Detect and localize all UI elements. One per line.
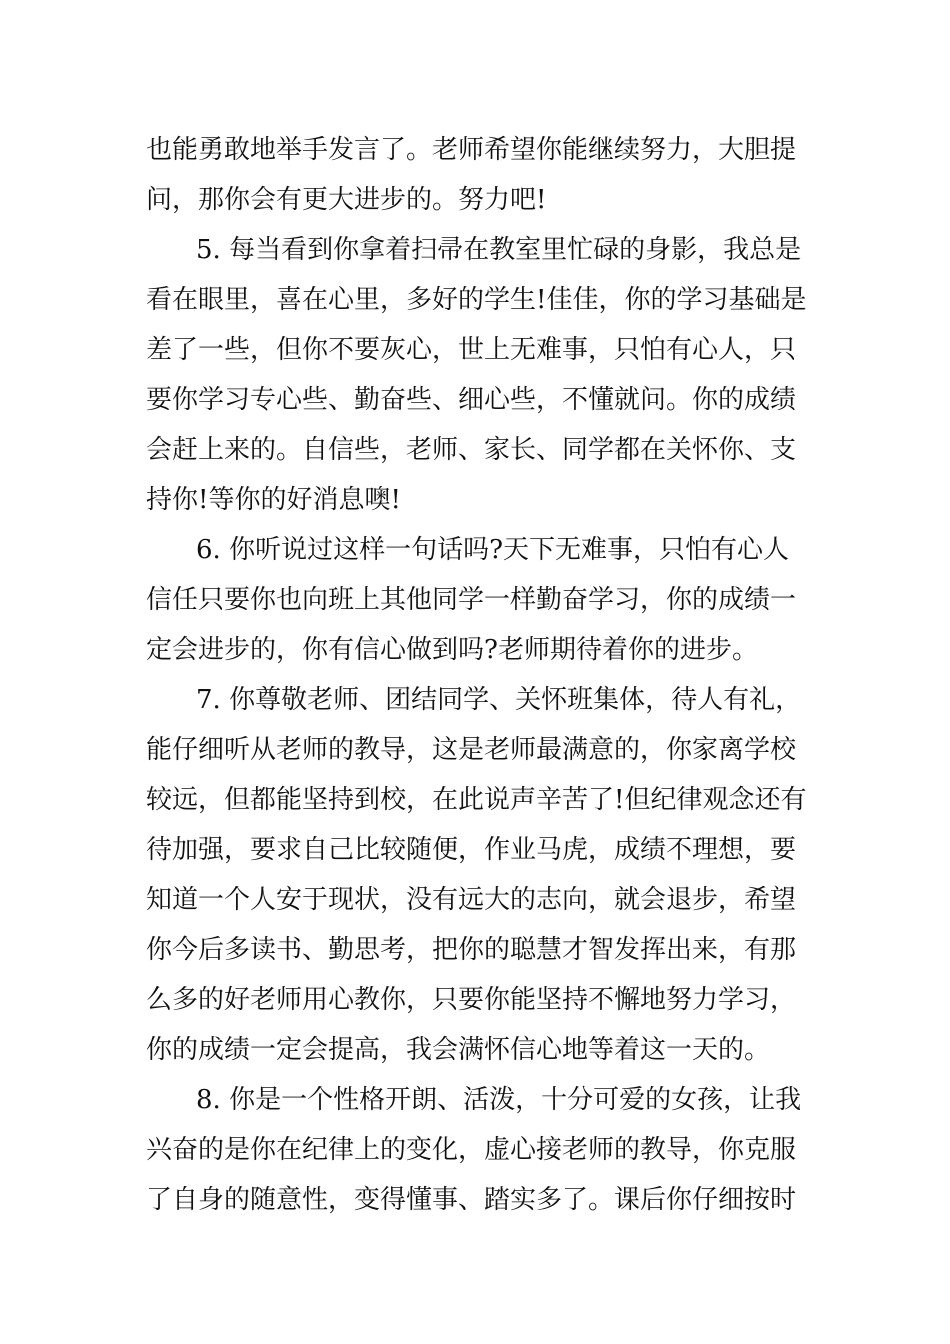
- text-line: 差了一些，但你不要灰心，世上无难事，只怕有心人，只: [146, 335, 797, 365]
- text-line: 看在眼里，喜在心里，多好的学生!佳佳，你的学习基础是: [146, 285, 807, 315]
- text-line: 能仔细听从老师的教导，这是老师最满意的，你家离学校: [146, 735, 797, 765]
- text-line: 持你!等你的好消息噢!: [146, 485, 401, 515]
- text-line: 问，那你会有更大进步的。努力吧!: [146, 185, 547, 215]
- text-line: 会赶上来的。自信些，老师、家长、同学都在关怀你、支: [146, 435, 797, 465]
- text-line: 信任只要你也向班上其他同学一样勤奋学习，你的成绩一: [146, 585, 797, 615]
- text-line: 你的成绩一定会提高，我会满怀信心地等着这一天的。: [146, 1035, 771, 1065]
- text-line: 也能勇敢地举手发言了。老师希望你能继续努力，大胆提: [146, 135, 797, 165]
- text-line: 了自身的随意性，变得懂事、踏实多了。课后你仔细按时: [146, 1185, 797, 1215]
- text-line: 知道一个人安于现状，没有远大的志向，就会退步，希望: [146, 885, 797, 915]
- text-line: 兴奋的是你在纪律上的变化，虚心接老师的教导，你克服: [146, 1135, 797, 1165]
- text-line: 较远，但都能坚持到校，在此说声辛苦了!但纪律观念还有: [146, 785, 807, 815]
- text-line: 你今后多读书、勤思考，把你的聪慧才智发挥出来，有那: [146, 935, 797, 965]
- paragraph-5-start: 5. 每当看到你拿着扫帚在教室里忙碌的身影，我总是: [196, 235, 802, 265]
- text-line: 要你学习专心些、勤奋些、细心些，不懂就问。你的成绩: [146, 385, 797, 415]
- paragraph-7-start: 7. 你尊敬老师、团结同学、关怀班集体，待人有礼，: [196, 685, 802, 715]
- text-line: 待加强，要求自己比较随便，作业马虎，成绩不理想，要: [146, 835, 797, 865]
- text-line: 么多的好老师用心教你，只要你能坚持不懈地努力学习，: [146, 985, 797, 1015]
- text-line: 定会进步的，你有信心做到吗?老师期待着你的进步。: [146, 635, 758, 665]
- paragraph-6-start: 6. 你听说过这样一句话吗?天下无难事，只怕有心人: [196, 535, 790, 565]
- paragraph-8-start: 8. 你是一个性格开朗、活泼，十分可爱的女孩，让我: [196, 1085, 802, 1115]
